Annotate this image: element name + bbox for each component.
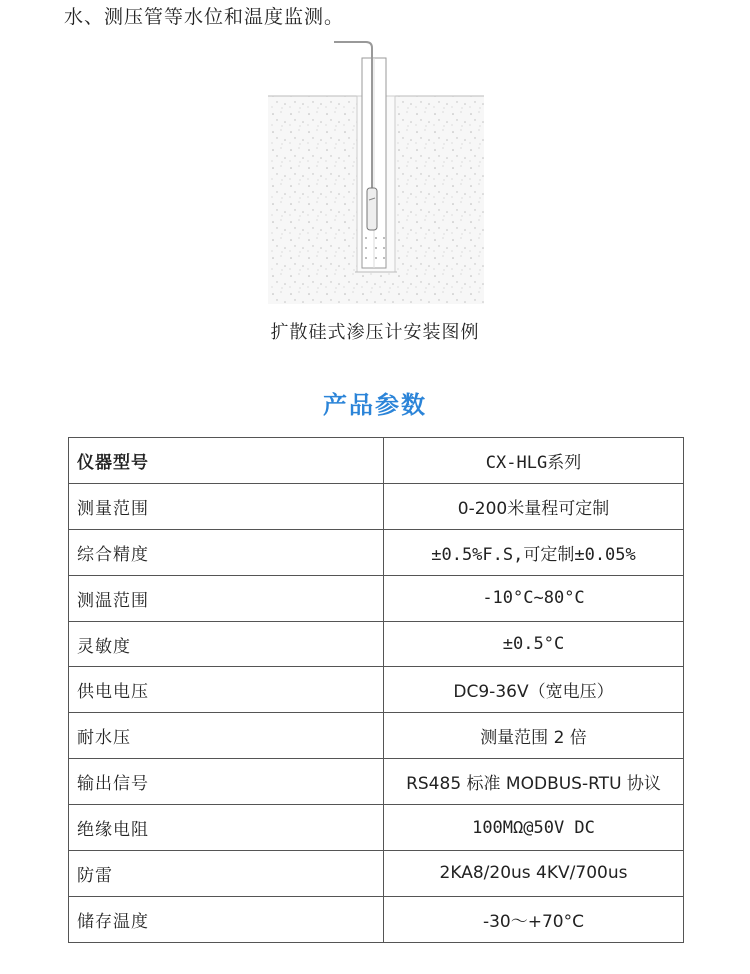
param-value: ±0.5%F.S,可定制±0.05%	[384, 529, 684, 575]
piezometer-sensor	[367, 188, 377, 230]
intro-text: 水、测压管等水位和温度监测。	[64, 6, 345, 28]
param-value: CX-HLG系列	[384, 438, 684, 484]
param-key: 灵敏度	[69, 621, 384, 667]
param-value: 2KA8/20us 4KV/700us	[384, 851, 684, 897]
table-row-header	[69, 438, 684, 484]
param-key: 绝缘电阻	[69, 805, 384, 851]
table-row	[69, 483, 684, 529]
param-value: -30～+70°C	[384, 896, 684, 942]
table-row	[69, 621, 684, 667]
param-value: 测量范围 2 倍	[384, 713, 684, 759]
table-row	[69, 575, 684, 621]
param-value: 100MΩ@50V DC	[384, 805, 684, 851]
param-key: 综合精度	[69, 529, 384, 575]
param-value: 0-200米量程可定制	[384, 483, 684, 529]
param-value: RS485 标准 MODBUS-RTU 协议	[384, 759, 684, 805]
param-key: 输出信号	[69, 759, 384, 805]
param-value: ±0.5°C	[384, 621, 684, 667]
param-key: 储存温度	[69, 896, 384, 942]
installation-diagram	[0, 38, 750, 308]
table-row	[69, 667, 684, 713]
param-key: 测温范围	[69, 575, 384, 621]
param-key: 仪器型号	[69, 438, 384, 484]
section-title: 产品参数	[323, 391, 427, 419]
params-table	[68, 437, 684, 943]
param-key: 耐水压	[69, 713, 384, 759]
table-row	[69, 896, 684, 942]
table-row	[69, 529, 684, 575]
diagram-caption: 扩散硅式渗压计安装图例	[270, 322, 480, 343]
table-row	[69, 851, 684, 897]
param-key: 供电电压	[69, 667, 384, 713]
param-value: DC9-36V（宽电压）	[384, 667, 684, 713]
table-row	[69, 759, 684, 805]
param-key: 防雷	[69, 851, 384, 897]
table-row	[69, 713, 684, 759]
table-row	[69, 805, 684, 851]
param-key: 测量范围	[69, 483, 384, 529]
param-value: -10°C~80°C	[384, 575, 684, 621]
